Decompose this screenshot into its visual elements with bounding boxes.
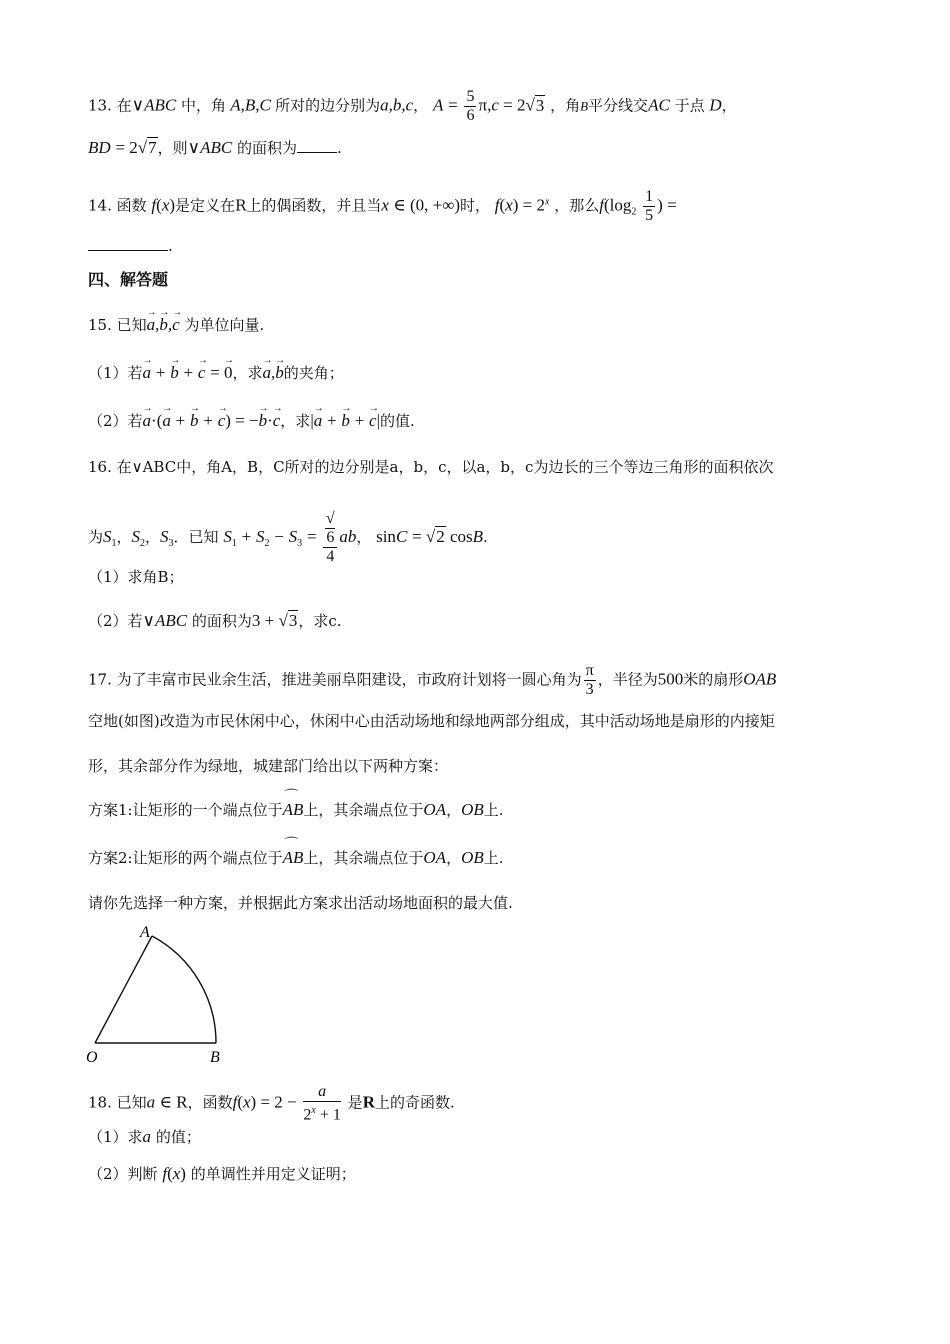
q16-sub2: （2）若∨ABC 的面积为3 + √3，求c. <box>88 611 342 630</box>
arc-AB <box>152 936 216 1043</box>
fraction-pi-3: $\frac{\pi}{3}$ <box>585 662 594 698</box>
q13-line2: BD = 2√7，则∨ABC 的面积为 . <box>88 138 342 157</box>
q18-line1: 18. 已知a ∈ R，函数f(x) = 2 − $\frac{a}{2^x + 1}$ 是R上的奇函数. <box>88 1083 455 1124</box>
q13-prefix: 13. 在 <box>88 96 132 115</box>
fraction-sqrt6-4: √ 6 4 <box>323 510 337 566</box>
q14-prefix: 14. 函数 <box>88 196 147 215</box>
q17-final: 请你先选择一种方案，并根据此方案求出活动场地面积的最大值. <box>88 894 513 912</box>
q16-line1: 16. 在∨ABC中，角A，B，C所对的边分别是a，b，c，以a，b，c为边长的三个等边三角形的面积依次 <box>88 458 774 476</box>
answer-blank-13[interactable] <box>297 152 337 153</box>
q15-sub1: （1）若→ a + → b + → c = → 0，求→ a,→ b的夹角； <box>88 363 344 383</box>
q17-line3: 形，其余部分作为绿地，城建部门给出以下两种方案： <box>88 757 449 775</box>
section-heading: 四、解答题 <box>88 270 169 289</box>
q15-line: 15. 已知→ a,→ b,→ c 为单位向量. <box>88 315 264 335</box>
q14-line1: 14. 函数 f(x)是定义在R上的偶函数，并且当x ∈ (0, +∞)时， $f(x) = 2^x$ ，那么$f(\log_2$ $\frac{1}{5}$ ) = <box>88 188 677 224</box>
fraction-5-6: $\frac{5}{6}$ <box>466 88 475 124</box>
q18-sub1: （1）求a 的值； <box>88 1127 201 1146</box>
q14-line2: . <box>88 236 173 256</box>
segment-OA <box>95 936 152 1043</box>
fraction-1-5: $\frac{1}{5}$ <box>645 188 654 224</box>
q16-line2: 为$S_1$，$S_2$，$S_3$．已知 $S_1 + S_2 - S_3$ = √ 6 4 ab， sinC = √2 cosB. <box>88 510 488 565</box>
label-A: A <box>140 924 150 941</box>
q17-plan2: 方案2:让矩形的两个端点位于⌒ AB上，其余端点位于OA，OB上. <box>88 848 504 868</box>
q18-sub2: （2）判断 f(x) 的单调性并用定义证明； <box>88 1164 356 1183</box>
label-O: O <box>86 1049 98 1066</box>
fraction-a-2x1: $\frac{a}{2^x + 1}$ <box>303 1083 341 1124</box>
q17-line2: 空地(如图)改造为市民休闲中心，休闲中心由活动场地和绿地两部分组成，其中活动场地是扇形的内接矩 <box>88 712 775 730</box>
q15-sub2: （2）若→ a·(→ a + → b + → c) = −→ b·→ c，求|→ a + → b + → c|的值. <box>88 411 415 431</box>
sector-figure <box>82 922 252 1072</box>
q17-line1: 17. 为了丰富市民业余生活，推进美丽阜阳建设，市政府计划将一圆心角为 $\frac{\pi}{3}$ ，半径为500米的扇形OAB <box>88 662 777 698</box>
q17-plan1: 方案1:让矩形的一个端点位于⌒ AB上，其余端点位于OA，OB上. <box>88 800 504 820</box>
answer-blank-14[interactable] <box>88 250 168 251</box>
label-B: B <box>210 1049 220 1066</box>
q13-line1: 13. 在∨ABC 中，角 A,B,C 所对的边分别为a,b,c， A = $\frac{5}{6}$ π,c = 2√3 ，角B平分线交AC 于点 D， <box>88 88 737 124</box>
q16-sub1: （1）求角B； <box>88 568 184 586</box>
